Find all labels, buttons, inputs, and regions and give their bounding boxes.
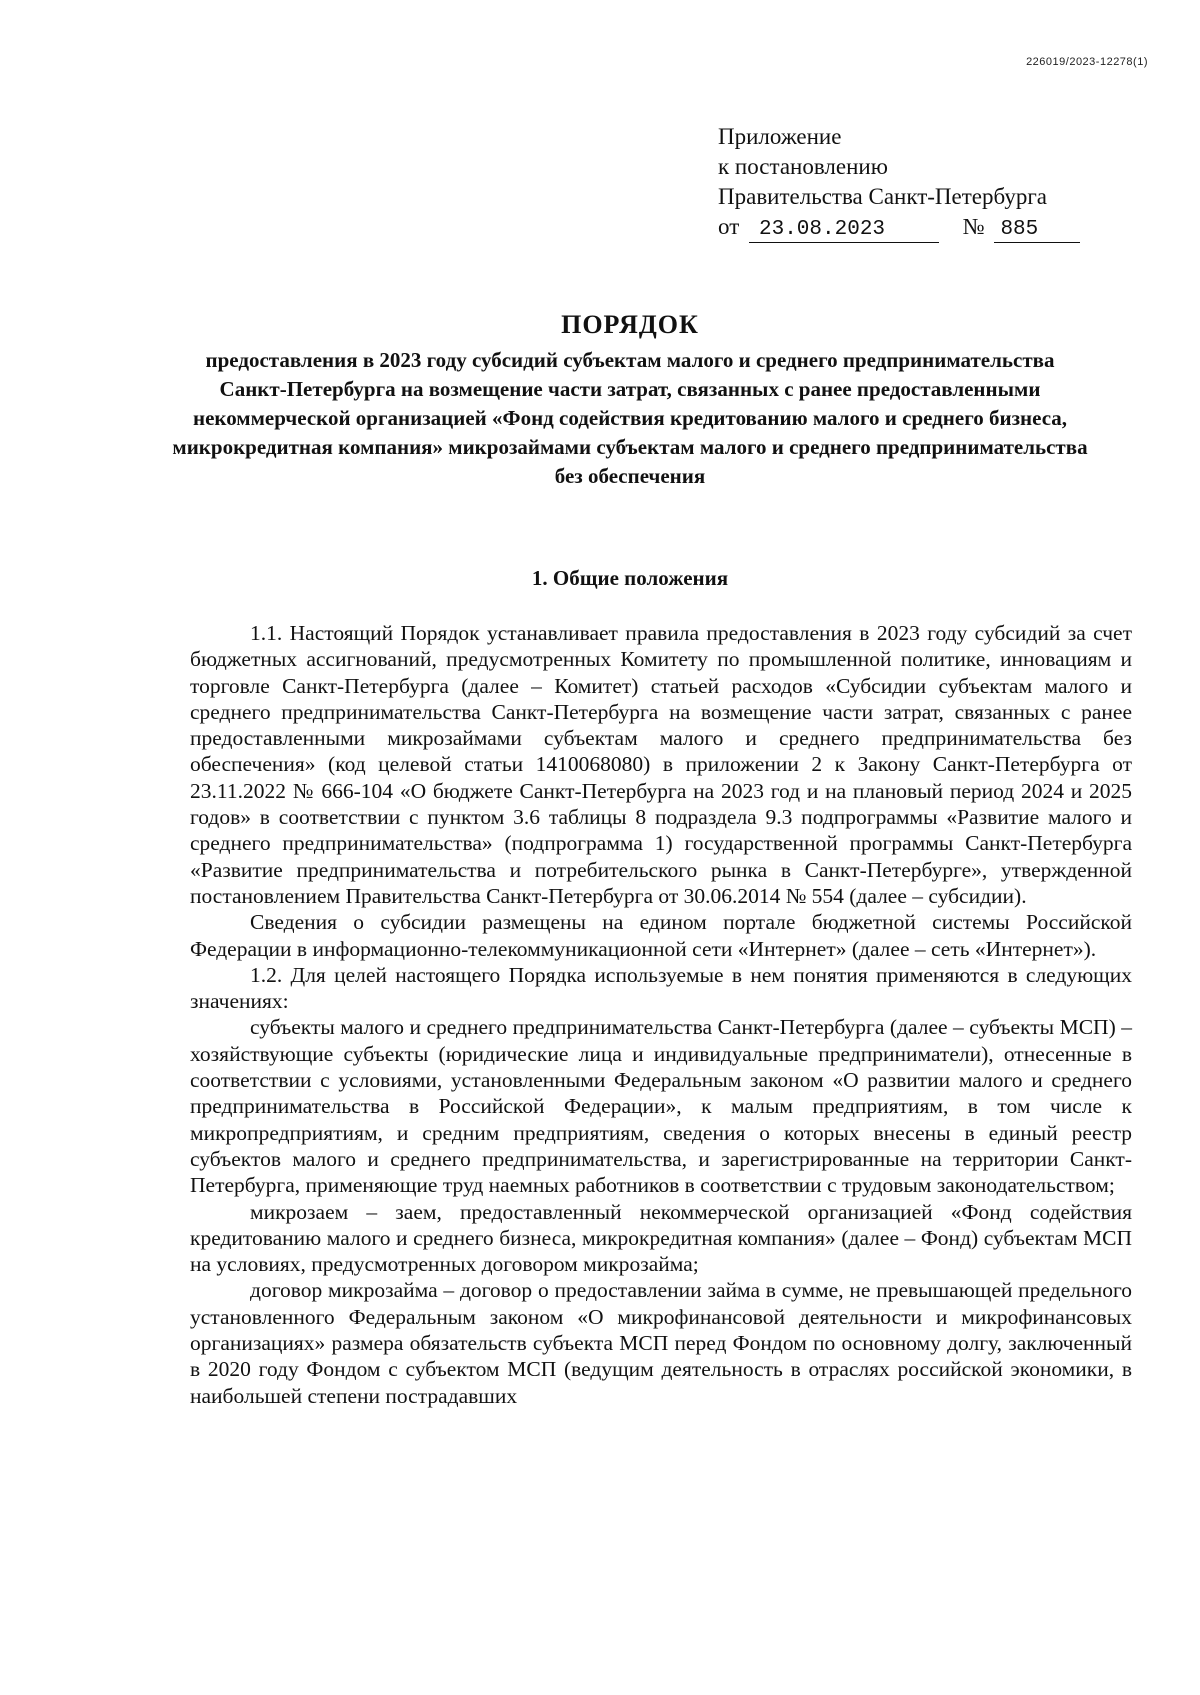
appendix-date-line [718, 212, 1080, 243]
date-prefix: от [718, 214, 740, 239]
document-title: ПОРЯДОК [561, 310, 699, 339]
appendix-line-3: Правительства Санкт-Петербурга [718, 184, 1047, 209]
decree-date: 23.08.2023 [749, 218, 939, 243]
definition-microloan-agreement: договор микрозайма – договор о предоставлении займа в сумме, не превышающей предельного установленного Федеральным законом «О микрофинансовой деятельности и микрофинансовых организациях» размера обязательств субъекта МСП перед Фондом по основному долгу, заключенный в 2020 году Фондом с субъектом МСП (ведущим деятельность в отраслях российской экономики, в наибольшей степени пострадавших [190, 1278, 1132, 1408]
paragraph-1-1: 1.1. Настоящий Порядок устанавливает правила предоставления в 2023 году субсидий за счет бюджетных ассигнований, предусмотренных Комитету по промышленной политике, инновациям и торговле Санкт-Петербурга (далее – Комитет) статьей расходов «Субсидии субъектам малого и среднего предпринимательства Санкт-Петербурга на возмещение части затрат, связанных с ранее предоставленными микрозаймами субъектам малого и среднего предпринимательства без обеспечения» (код целевой статьи 1410068080) в приложении 2 к Закону Санкт-Петербурга от 23.11.2022 № 666-104 «О бюджете Санкт-Петербурга на 2023 год и на плановый период 2024 и 2025 годов» в соответствии с пунктом 3.6 таблицы 8 подраздела 9.3 подпрограммы «Развитие малого и среднего предпринимательства» (подпрограмма 1) государственной программы Санкт-Петербурга «Развитие предпринимательства и потребительского рынка в Санкт-Петербурге», утвержденной постановлением Правительства Санкт-Петербурга от 30.06.2014 № 554 (далее – субсидии). [190, 621, 1132, 908]
paragraph-portal-info: Сведения о субсидии размещены на едином портале бюджетной системы Российской Федерации в информационно-телекоммуникационной сети «Интернет» (далее – сеть «Интернет»). [190, 910, 1132, 961]
document-subtitle: предоставления в 2023 году субсидий субъектам малого и среднего предпринимательства Санкт-Петербурга на возмещение части затрат, связанных с ранее предоставленными некоммерческой организацией «Фонд содействия кредитованию малого и среднего бизнеса, микрокредитная компания» микрозаймами субъектам малого и среднего предпринимательства без обеспечения [172, 348, 1088, 488]
definition-sme: субъекты малого и среднего предпринимательства Санкт-Петербурга (далее – субъекты МСП) – хозяйствующие субъекты (юридические лица и индивидуальные предприниматели), отнесенные в соответствии с условиями, установленными Федеральным законом «О развитии малого и среднего предпринимательства в Российской Федерации», к малым предприятиям, в том числе к микропредприятиям, и средним предприятиям, сведения о которых внесены в единый реестр субъектов малого и среднего предпринимательства, и зарегистрированные на территории Санкт-Петербурга, применяющие труд наемных работников в соответствии с трудовым законодательством; [190, 1015, 1132, 1198]
section-heading: 1. Общие положения [531, 566, 729, 590]
number-prefix: № [962, 214, 985, 239]
document-id: 226019/2023-12278(1) [1026, 56, 1148, 68]
decree-number: 885 [994, 218, 1080, 243]
appendix-line-2: к постановлению [718, 154, 888, 179]
appendix-block [718, 122, 1080, 243]
definition-microloan: микрозаем – заем, предоставленный некоммерческой организацией «Фонд содействия кредитованию малого и среднего бизнеса, микрокредитная компания» (далее – Фонд) субъектам МСП на условиях, предусмотренных договором микрозайма; [190, 1199, 1132, 1277]
paragraph-1-2: 1.2. Для целей настоящего Порядка используемые в нем понятия применяются в следующих значениях: [190, 962, 1132, 1014]
title-block [170, 310, 1090, 491]
appendix-line-1: Приложение [718, 124, 842, 149]
section-body [190, 620, 1132, 1409]
